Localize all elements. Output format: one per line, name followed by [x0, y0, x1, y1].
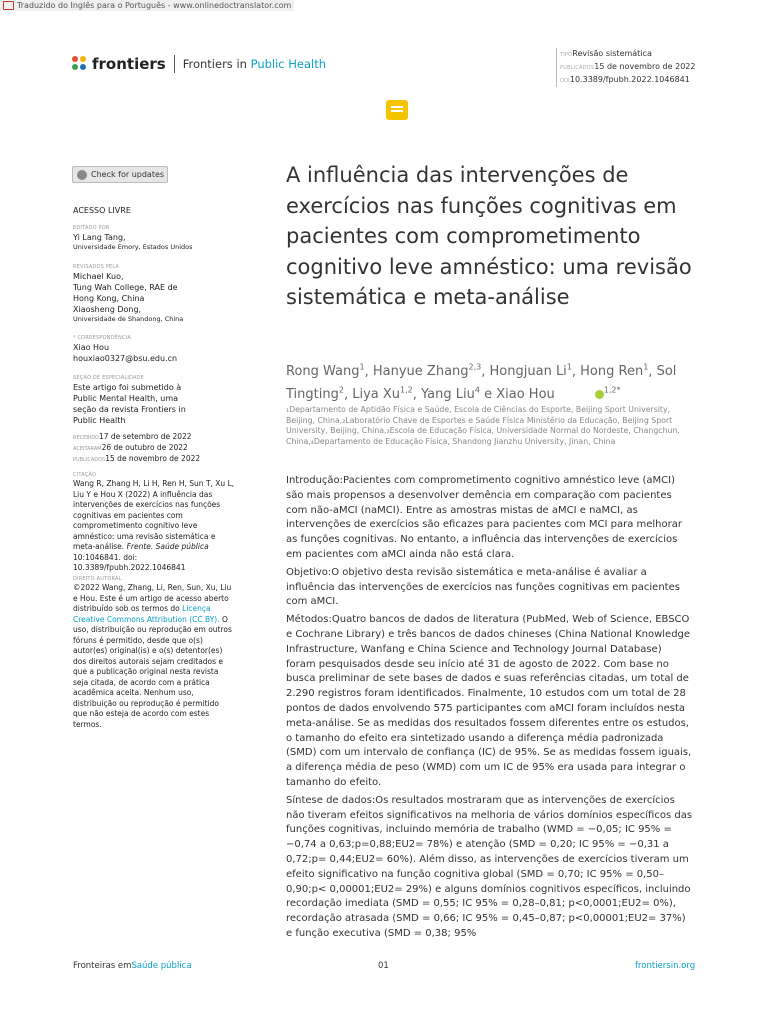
author[interactable]: Sol Tingting$^2$: [286, 364, 677, 403]
author[interactable]: Hongjuan Li$^1$: [489, 363, 572, 380]
article-type: Revisão sistemática: [572, 49, 652, 58]
page-number: 01: [378, 961, 389, 971]
dates: RECEBIDO17 de setembro de 2022 ACEITARAM26 de outubro de 2022 PUBLICADOS15 de novembro de 2022: [73, 432, 201, 463]
author[interactable]: Liya Xu$^{1,2}$: [352, 385, 413, 403]
citation: CITAÇÃO Wang R, Zhang H, Li H, Ren H, Sun T, Xu L, Liu Y e Hou X (2022) A influência das intervenções de exercícios nas funções cognitivas em pacientes com comprometimento cognitivo leve amnéstico: uma revisão sistemática e meta-análise. Frente. Saúde pública 10:1046841. doi: 10.3389/fpubh.2022.1046841: [73, 472, 235, 572]
abstract: [286, 474, 693, 945]
specialty-section: SEÇÃO DE ESPECIALIDADE Este artigo foi submetido à Public Mental Health, uma seção da revista Frontiers in Public Health: [73, 375, 186, 425]
translator-icon: [3, 1, 14, 10]
translator-banner[interactable]: [0, 0, 294, 11]
author[interactable]: Hong Ren$^1$: [580, 363, 649, 380]
affiliations: ₁Departamento de Aptidão Física e Saúde, Escola de Ciências do Esporte, Beijing Sport University, Beijing, China,₂Laboratório Chave de Esportes e Saúde Física Ministério da Educação, Beijing Sport University, Beijing, China,₃Escola de Educação Física, Universidade Normal do Nordeste, Changchun, China,₄Departamento de Educação Física, Shandong Jianzhu University, Jinan, China: [286, 405, 680, 446]
frontiers-logo-icon: [72, 56, 88, 72]
doi[interactable]: 10.3389/fpubh.2022.1046841: [569, 75, 690, 84]
author[interactable]: Rong Wang$^1$: [286, 363, 365, 380]
author[interactable]: Hanyue Zhang$^{2,3}$: [372, 363, 482, 380]
author[interactable]: Yang Liu$^4$: [421, 385, 480, 403]
article-title: A influência das intervenções de exercícios nas funções cognitivas em pacientes com comprometimento cognitivo leve amnéstico: uma revisão sistemática e meta-análise: [286, 163, 692, 309]
logo-wordmark: frontiers: [92, 55, 166, 73]
abstract-synthesis: Síntese de dados:Os resultados mostraram que as intervenções de exercícios não tiveram efeitos significativos na melhoria de vários domínios específicos das funções cognitivas, incluindo memória de trabalho (WMD = −0,05; IC 95% = −0,74 a 0,63;p=0,88;EU2= 78%) e atenção (SMD = 0,20; IC 95% = −0,31 a 0,72;p= 0,44;EU2= 60%). Além disso, as intervenções de exercícios tiveram um efeito significativo na função cognitiva global (SMD = 0,70; IC 95% = 0,50–0,90;p< 0,00001;EU2= 29%) e alguns domínios cognitivos específicos, incluindo recordação imediata (SMD = 0,55; IC 95% = 0,28–0,81; p<0,0001;EU2= 0%), recordação atrasada (SMD = 0,66; IC 95% = 0,45–0,87; p<0,00001;EU2= 37%) e função executiva (SMD = 0,38; 95%: [286, 794, 693, 939]
footer-journal: Fronteiras emSaúde pública: [73, 961, 192, 971]
abstract-intro: Introdução:Pacientes com comprometimento cognitivo amnéstico leve (aMCI) são mais propensos a desenvolver demência em comparação com pacientes com não-aMCI (naMCI). Entre as amostras mistas de aMCI e naMCI, as intervenções de exercícios são eficazes para pacientes com MCI para melhorar as funções cognitivas. No entanto, a influência das intervenções de exercícios em pacientes com aMCI ainda não está clara.: [286, 475, 682, 560]
author-list: Rong Wang$^1$, Hanyue Zhang$^{2,3}$, Hongjuan Li$^1$, Hong Ren$^1$, Sol Tingting$^2$, Liya Xu$^{1,2}$, Yang Liu$^4$ e Xiao Hou $^{1,2*}$: [286, 363, 677, 403]
footer-site-link[interactable]: frontiersin.org: [635, 961, 696, 971]
corr-email[interactable]: houxiao0327@bsu.edu.cn: [73, 354, 178, 363]
open-access: ACESSO LIVRE: [73, 206, 131, 215]
editor-name: Yi Lang Tang,: [73, 233, 126, 242]
reviewed-by: REVISADOS PELA Michael Kuo, Tung Wah College, RAE de Hong Kong, China Xiaosheng Dong, Universidade de Shandong, China: [73, 264, 184, 323]
footer-journal-link[interactable]: Saúde pública: [131, 961, 192, 971]
edited-by: EDITADO POR Yi Lang Tang, Universidade Emory, Estados Unidos: [73, 225, 235, 252]
logo-divider: [174, 55, 175, 73]
check-for-updates-button[interactable]: Check for updates: [72, 166, 168, 183]
publish-date: 15 de novembro de 2022: [594, 62, 696, 71]
license-link[interactable]: Licença Creative Commons Attribution (CC BY).: [73, 604, 220, 624]
check-updates-icon: [77, 170, 87, 180]
orcid-icon[interactable]: [595, 390, 604, 399]
correspondence: * CORRESPONDÊNCIA Xiao Hou houxiao0327@bsu.edu.cn: [73, 335, 235, 364]
abstract-objective: Objetivo:O objetivo desta revisão sistemática e meta-análise é avaliar a influência das intervenções de exercícios nas funções cognitivas em pacientes com aMCI.: [286, 566, 680, 608]
copyright: DIREITO AUTORAL ©2022 Wang, Zhang, Li, Ren, Sun, Xu, Liu e Hou. Este é um artigo de acesso aberto distribuído sob os termos do Licença Creative Commons Attribution (CC BY). O uso, distribuição ou reprodução em outros fóruns é permitido, desde que o(s) autor(es) original(is) e o(s) detentor(es) dos direitos autorais sejam creditados e que a publicação original nesta revista seja citada, de acordo com a prática acadêmica aceita. Nenhum uso, distribuição ou reprodução é permitido que não esteja de acordo com estes termos.: [73, 576, 232, 729]
article-meta: TIPORevisão sistemática PUBLICADOS15 de novembro de 2022 DOI10.3389/fpubh.2022.1046841: [556, 48, 695, 87]
comment-icon[interactable]: [386, 100, 408, 120]
frontiers-logo[interactable]: [72, 55, 326, 73]
translator-text: Traduzido do Inglês para o Português - www.onlinedoctranslator.com: [17, 1, 292, 10]
abstract-methods: Métodos:Quatro bancos de dados de literatura (PubMed, Web of Science, EBSCO e Cochrane Library) e três bancos de dados chineses (China National Knowledge Infrastructure, Wanfang e China Science and Technology Journal Database) foram pesquisados desde seu início até 31 de agosto de 2022. Com base no busca preliminar de sete bases de dados e suas referências citadas, um total de 2.290 registros foram identificados. Finalmente, 10 estudos com um total de 28 pontos de dados envolvendo 575 participantes com aMCI foram incluídos nesta meta-análise. Se as medidas dos resultados fossem diferentes entre os estudos, o tamanho do efeito era sintetizado usando a diferença média padronizada (SMD) com um intervalo de confiança (IC) de 95%. Se as medidas fossem iguais, a diferença média de peso (WMD) com um IC de 95% era usada para integrar o tamanho do efeito.: [286, 614, 692, 788]
author[interactable]: e Xiao Hou $^{1,2*}$: [484, 385, 621, 403]
journal-name: Frontiers in Public Health: [182, 57, 327, 71]
